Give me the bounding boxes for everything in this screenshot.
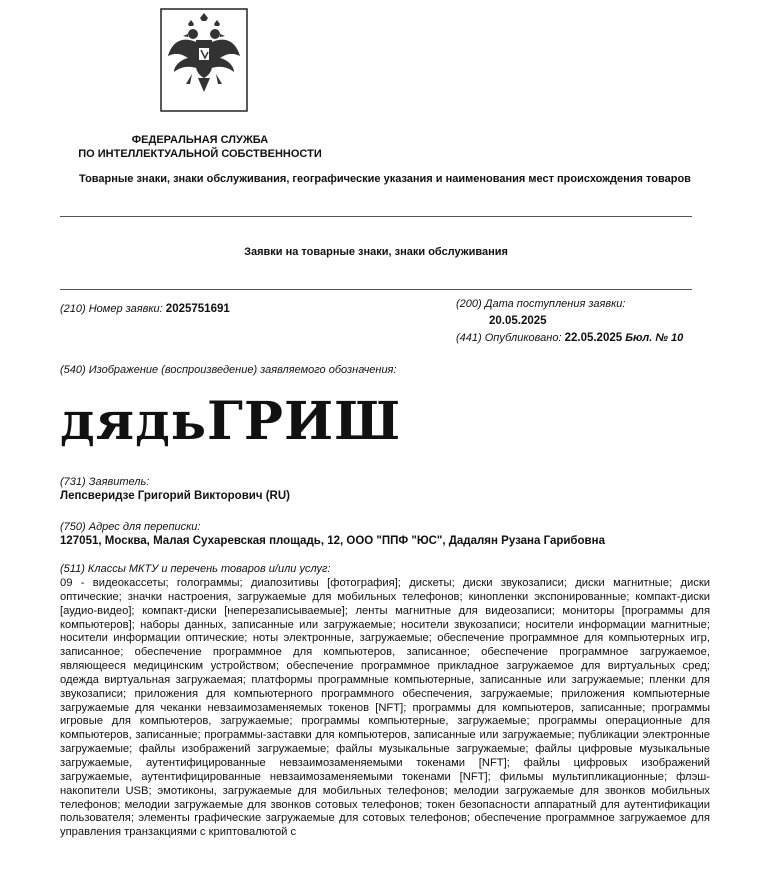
org-line-1: ФЕДЕРАЛЬНАЯ СЛУЖБА bbox=[131, 134, 269, 146]
classes-label: (511) Классы МКТУ и перечень товаров и/или услуг: bbox=[60, 563, 331, 575]
applicant-label-row bbox=[60, 476, 149, 488]
trademark-mark: дядьГРИШ bbox=[60, 391, 402, 452]
published-date: 22.05.2025 bbox=[564, 332, 623, 344]
correspondence-address: 127051, Москва, Малая Сухаревская площадь, 12, ООО "ППФ "ЮС", Дадалян Рузана Гарибовна bbox=[60, 535, 605, 547]
image-label-row bbox=[60, 364, 397, 376]
filing-date: 20.05.2025 bbox=[489, 315, 547, 327]
published-field bbox=[456, 332, 683, 344]
organization-name bbox=[40, 133, 360, 161]
published-label: (441) Опубликовано: bbox=[456, 332, 562, 344]
application-number-label: (210) Номер заявки: bbox=[60, 303, 163, 315]
classes-label-row bbox=[60, 563, 331, 575]
divider-bottom bbox=[60, 289, 692, 290]
section-title: Заявки на товарные знаки, знаки обслуживания bbox=[244, 246, 508, 258]
image-label: (540) Изображение (воспроизведение) заявляемого обозначения: bbox=[60, 364, 397, 376]
application-number-field bbox=[60, 303, 230, 315]
applicant-value-row bbox=[60, 490, 290, 502]
divider-top bbox=[60, 216, 692, 217]
address-label-row bbox=[60, 521, 200, 533]
application-number: 2025751691 bbox=[165, 303, 230, 315]
filing-date-label-row bbox=[456, 298, 625, 310]
applicant-name: Лепсверидзе Григорий Викторович (RU) bbox=[60, 490, 290, 502]
address-value-row bbox=[60, 535, 605, 547]
filing-date-row bbox=[489, 315, 547, 327]
address-label: (750) Адрес для переписки: bbox=[60, 521, 201, 533]
org-line-2: ПО ИНТЕЛЛЕКТУАЛЬНОЙ СОБСТВЕННОСТИ bbox=[78, 148, 322, 160]
bulletin-number: Бюл. № 10 bbox=[625, 332, 684, 344]
coat-of-arms-emblem bbox=[160, 8, 248, 112]
applicant-label: (731) Заявитель: bbox=[60, 476, 150, 488]
document-subtitle: Товарные знаки, знаки обслуживания, географические указания и наименования мест происхождения товаров bbox=[79, 173, 691, 185]
goods-list: 09 - видеокассеты; голограммы; диапозитивы [фотография]; дискеты; диски звукозаписи; диски магнитные; диски оптические; значки настроения, загружаемые для мобильных телефонов; кинопленки экспонированные; компакт-диски [аудио-видео]; компакт-диски [неперезаписываемые]; ленты магнитные для видеозаписи; мониторы [программы для компьютеров]; наборы данных, записанные или загружаемые; носители звукозаписи; носители информации магнитные; носители информации оптические; ноты электронные, загружаемые; обеспечение программное для компьютерных игр, записанное; обеспечение программное для компьютеров, записанное; обеспечение программное загружаемое, являющееся медицинским устройством; обеспечение программное прикладное загружаемое для виртуальных сред; одежда виртуальная загружаемая; платформы программные компьютерные, записанные или загружаемые; пленки для звукозаписи; приложения для компьютерного программного обеспечения, загружаемые; приложения компьютерные загружаемые для чеканки невзаимозаменяемых токенов [NFT]; программы для компьютеров, записанные; программы игровые для компьютеров, загружаемые; программы компьютерные, загружаемые; программы операционные для компьютеров, записанные; программы-заставки для компьютеров, записанные или загружаемые; публикации электронные загружаемые; файлы изображений загружаемые; файлы музыкальные загружаемые; файлы цифровые музыкальные загружаемые, аутентифицированные невзаимозаменяемыми токенами [NFT]; файлы цифровых изображений загружаемые, аутентифицированные невзаимозаменяемыми токенами [NFT]; фильмы мультипликационные; флэш-накопители USB; эмотиконы, загружаемые для мобильных телефонов; мелодии загружаемые для звонков мобильных телефонов; мелодии загружаемые для звонков сотовых телефонов; токен безопасности аппаратный для аутентификации пользователя; элементы графические загружаемые для сотовых телефонов; обеспечение программное загружаемое для управления транзакциями с криптовалютой с bbox=[60, 577, 710, 839]
filing-date-label: (200) Дата поступления заявки: bbox=[456, 298, 626, 310]
